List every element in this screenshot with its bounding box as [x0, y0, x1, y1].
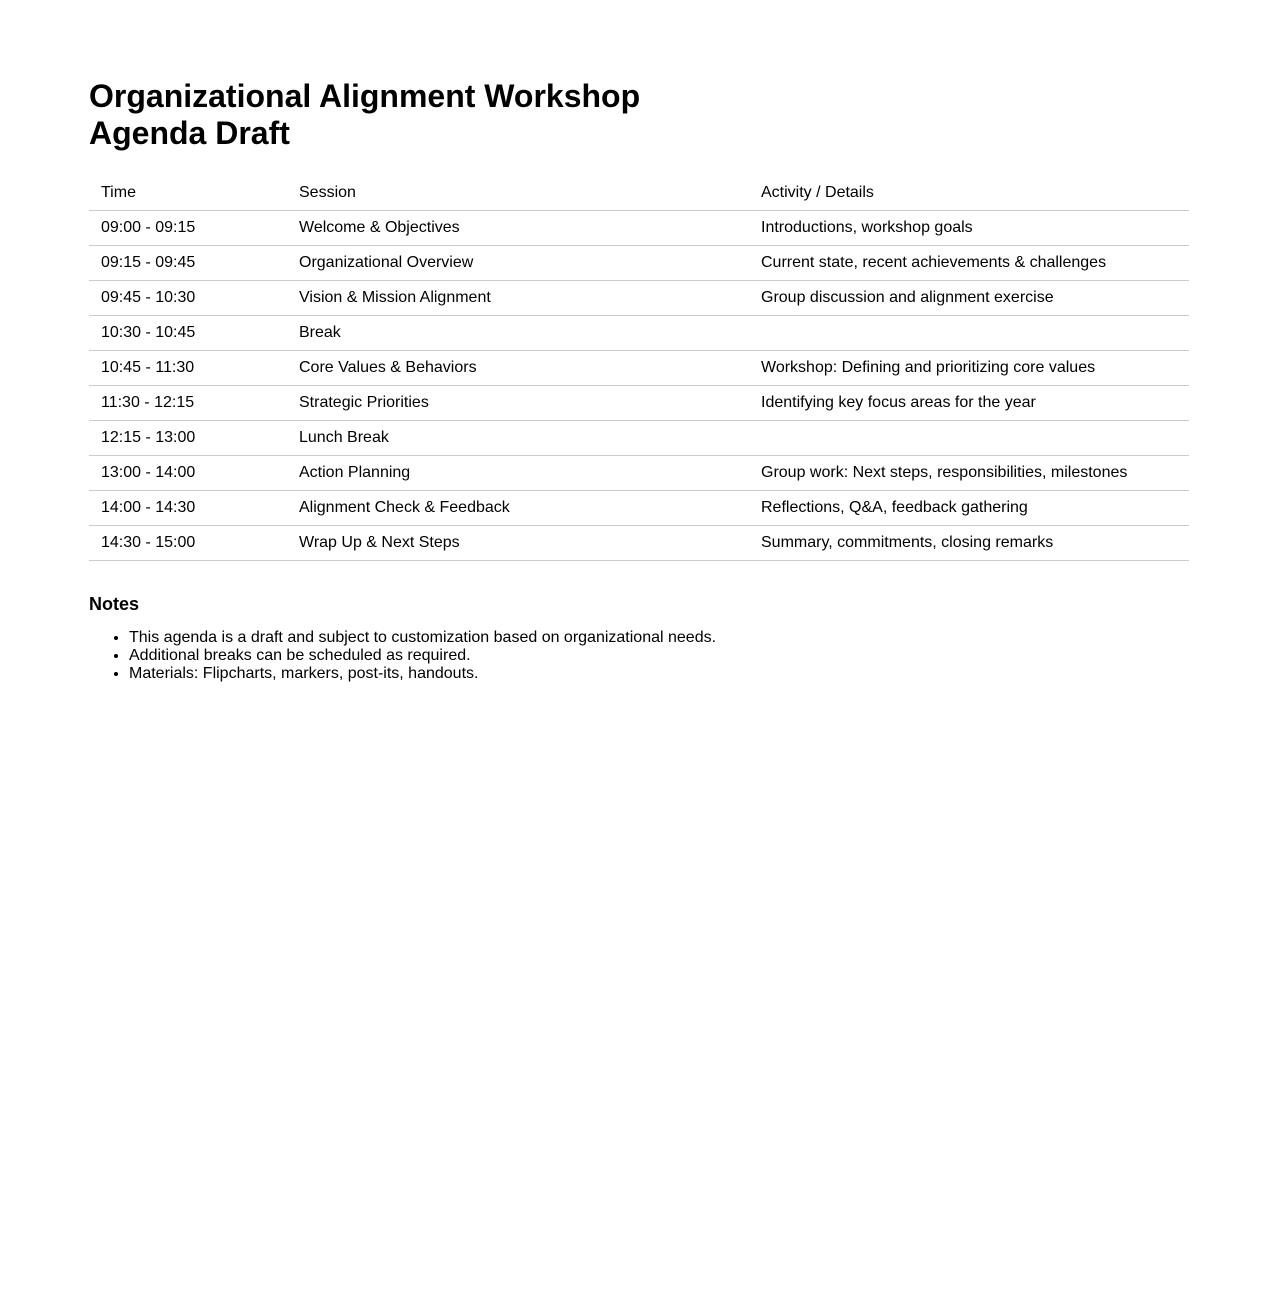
details-cell: Reflections, Q&A, feedback gathering — [749, 491, 1189, 526]
note-item: • Additional breaks can be scheduled as required. — [129, 647, 1189, 665]
session-cell: Core Values & Behaviors — [287, 351, 749, 386]
session-cell: Welcome & Objectives — [287, 211, 749, 246]
details-cell: Group work: Next steps, responsibilities, milestones — [749, 456, 1189, 491]
session-cell: Strategic Priorities — [287, 386, 749, 421]
agenda-table — [89, 176, 1189, 561]
time-cell: 14:30 - 15:00 — [89, 526, 287, 561]
page-title-line1: Organizational Alignment Workshop — [89, 78, 641, 114]
column-header-details: Activity / Details — [749, 176, 1189, 211]
table-row — [89, 421, 1189, 456]
time-cell: 10:30 - 10:45 — [89, 316, 287, 351]
details-cell: Workshop: Defining and prioritizing core values — [749, 351, 1189, 386]
details-cell: Introductions, workshop goals — [749, 211, 1189, 246]
time-cell: 09:00 - 09:15 — [89, 211, 287, 246]
time-cell: 09:45 - 10:30 — [89, 281, 287, 316]
session-cell: Lunch Break — [287, 421, 749, 456]
details-cell: Group discussion and alignment exercise — [749, 281, 1189, 316]
time-cell: 13:00 - 14:00 — [89, 456, 287, 491]
notes-heading: Notes — [89, 594, 140, 614]
table-row — [89, 456, 1189, 491]
details-cell: Identifying key focus areas for the year — [749, 386, 1189, 421]
session-cell: Wrap Up & Next Steps — [287, 526, 749, 561]
column-header-time: Time — [89, 176, 287, 211]
time-cell: 10:45 - 11:30 — [89, 351, 287, 386]
time-cell: 09:15 - 09:45 — [89, 246, 287, 281]
session-cell: Break — [287, 316, 749, 351]
table-row — [89, 246, 1189, 281]
time-cell: 11:30 - 12:15 — [89, 386, 287, 421]
details-cell — [749, 421, 1189, 456]
note-item: • Materials: Flipcharts, markers, post-its, handouts. — [129, 665, 1189, 683]
note-item: • This agenda is a draft and subject to customization based on organizational needs. — [129, 629, 1189, 647]
table-row — [89, 491, 1189, 526]
table-row — [89, 316, 1189, 351]
table-row — [89, 526, 1189, 561]
table-row — [89, 281, 1189, 316]
notes-list — [89, 629, 1189, 683]
time-cell: 12:15 - 13:00 — [89, 421, 287, 456]
table-row — [89, 386, 1189, 421]
time-cell: 14:00 - 14:30 — [89, 491, 287, 526]
page-title-line2: Agenda Draft — [89, 115, 290, 151]
details-cell: Current state, recent achievements & challenges — [749, 246, 1189, 281]
session-cell: Alignment Check & Feedback — [287, 491, 749, 526]
details-cell: Summary, commitments, closing remarks — [749, 526, 1189, 561]
session-cell: Organizational Overview — [287, 246, 749, 281]
details-cell — [749, 316, 1189, 351]
page-title — [89, 78, 689, 152]
document-page — [89, 78, 1189, 683]
column-header-session: Session — [287, 176, 749, 211]
session-cell: Vision & Mission Alignment — [287, 281, 749, 316]
session-cell: Action Planning — [287, 456, 749, 491]
table-header-row — [89, 176, 1189, 211]
table-row — [89, 351, 1189, 386]
table-row — [89, 211, 1189, 246]
